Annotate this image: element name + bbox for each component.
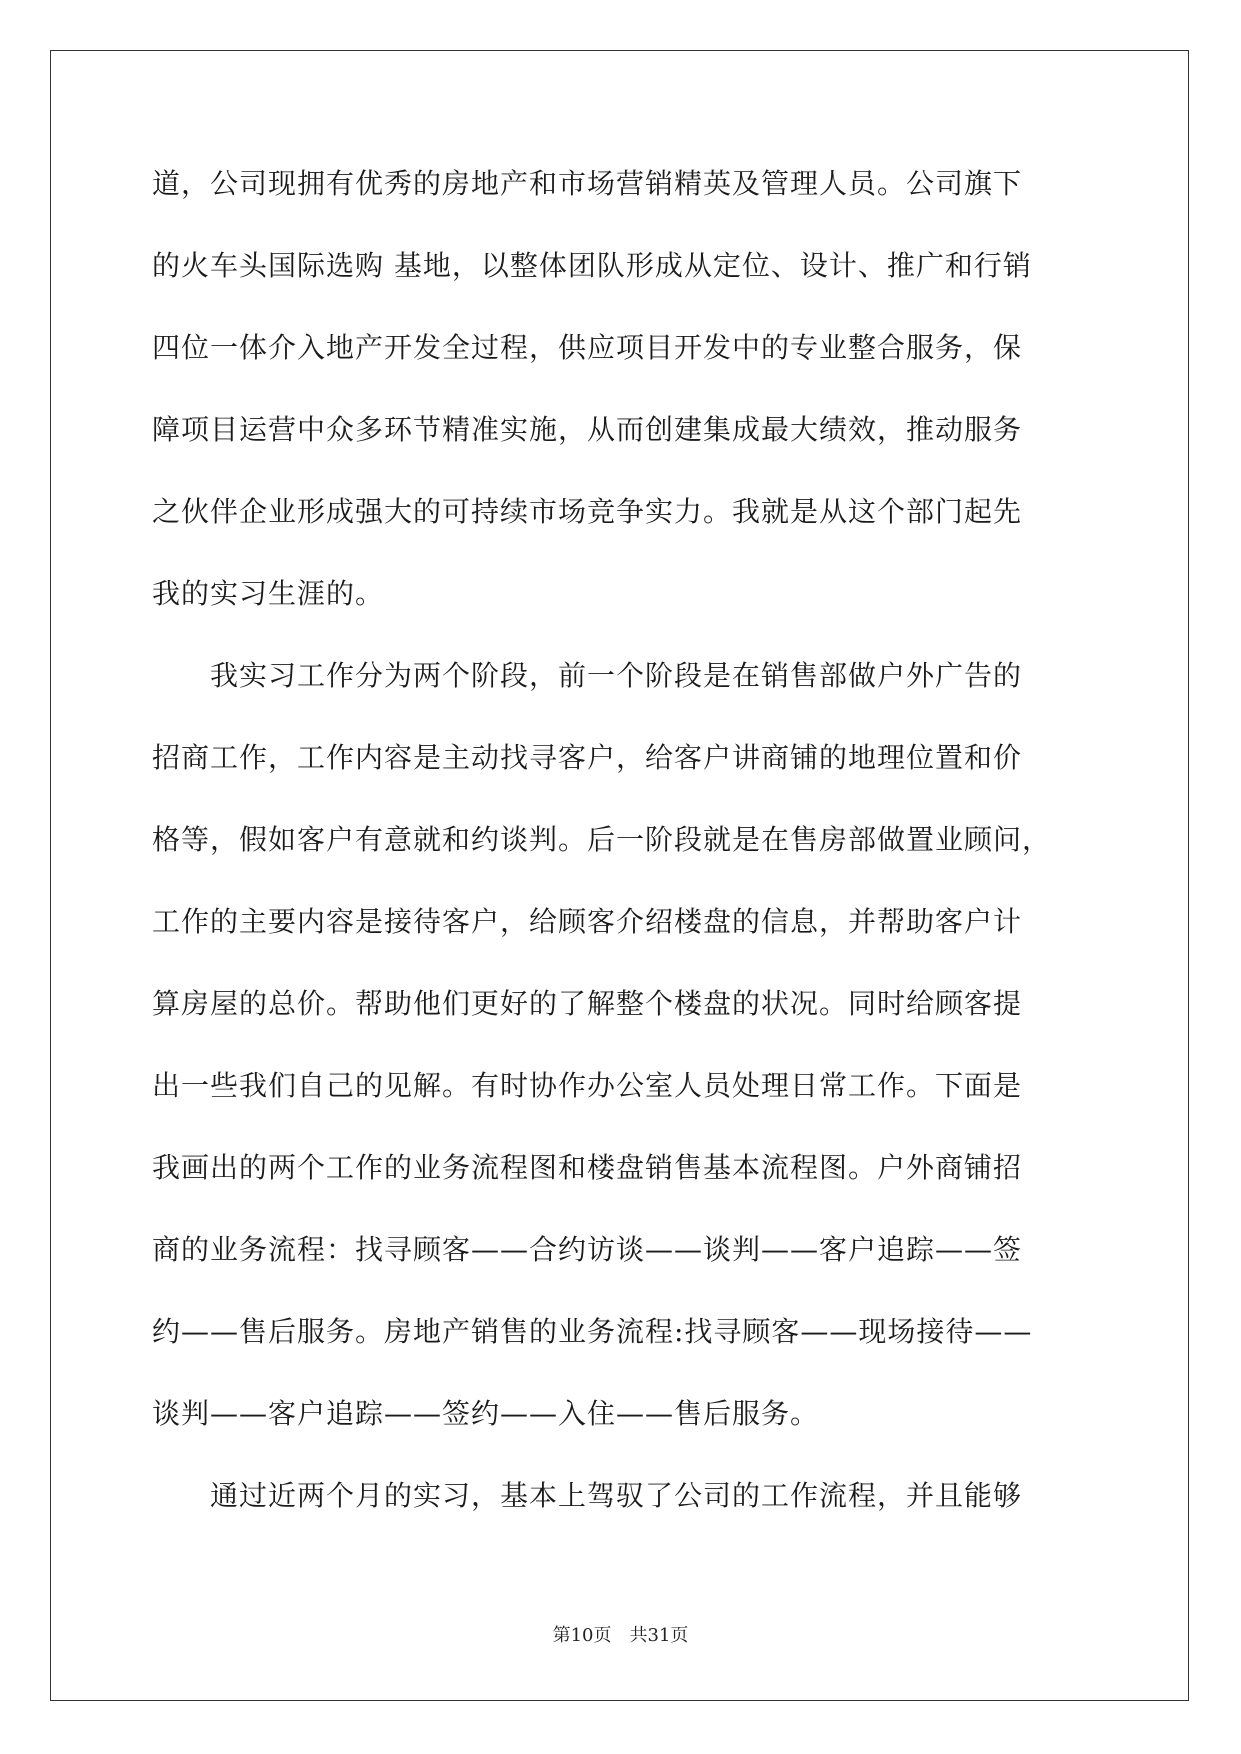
text-line-9: 格等，假如客户有意就和约谈判。后一阶段就是在售房部做置业顾问， xyxy=(152,823,1052,856)
text-line-7: 我实习工作分为两个阶段，前一个阶段是在销售部做户外广告的 xyxy=(210,659,1023,692)
page-number: 第10页 xyxy=(552,1625,612,1646)
page-total: 共31页 xyxy=(629,1625,689,1646)
text-line-14: 商的业务流程：找寻顾客——合约访谈——谈判——客户追踪——签 xyxy=(152,1233,1023,1266)
text-line-17: 通过近两个月的实习，基本上驾驭了公司的工作流程，并且能够 xyxy=(210,1479,1023,1512)
text-line-3: 四位一体介入地产开发全过程，供应项目开发中的专业整合服务，保 xyxy=(152,331,1023,364)
text-line-11: 算房屋的总价。帮助他们更好的了解整个楼盘的状况。同时给顾客提 xyxy=(152,987,1023,1020)
text-line-1: 道，公司现拥有优秀的房地产和市场营销精英及管理人员。公司旗下 xyxy=(152,167,1023,200)
document-body xyxy=(152,160,1092,1554)
text-line-13: 我画出的两个工作的业务流程图和楼盘销售基本流程图。户外商铺招 xyxy=(152,1151,1023,1184)
text-line-5: 之伙伴企业形成强大的可持续市场竞争实力。我就是从这个部门起先 xyxy=(152,495,1023,528)
text-line-8: 招商工作，工作内容是主动找寻客户，给客户讲商铺的地理位置和价 xyxy=(152,741,1023,774)
text-line-15: 约——售后服务。房地产销售的业务流程:找寻顾客——现场接待—— xyxy=(152,1315,1033,1348)
text-line-6: 我的实习生涯的。 xyxy=(152,577,385,610)
text-line-4: 障项目运营中众多环节精准实施，从而创建集成最大绩效，推动服务 xyxy=(152,413,1023,446)
text-line-2: 的火车头国际选购 基地，以整体团队形成从定位、设计、推广和行销 xyxy=(152,249,1032,282)
text-line-12: 出一些我们自己的见解。有时协作办公室人员处理日常工作。下面是 xyxy=(152,1069,1023,1102)
text-line-16: 谈判——客户追踪——签约——入住——售后服务。 xyxy=(152,1397,820,1430)
text-line-10: 工作的主要内容是接待客户，给顾客介绍楼盘的信息，并帮助客户计 xyxy=(152,905,1023,938)
page-footer xyxy=(0,1624,1241,1648)
